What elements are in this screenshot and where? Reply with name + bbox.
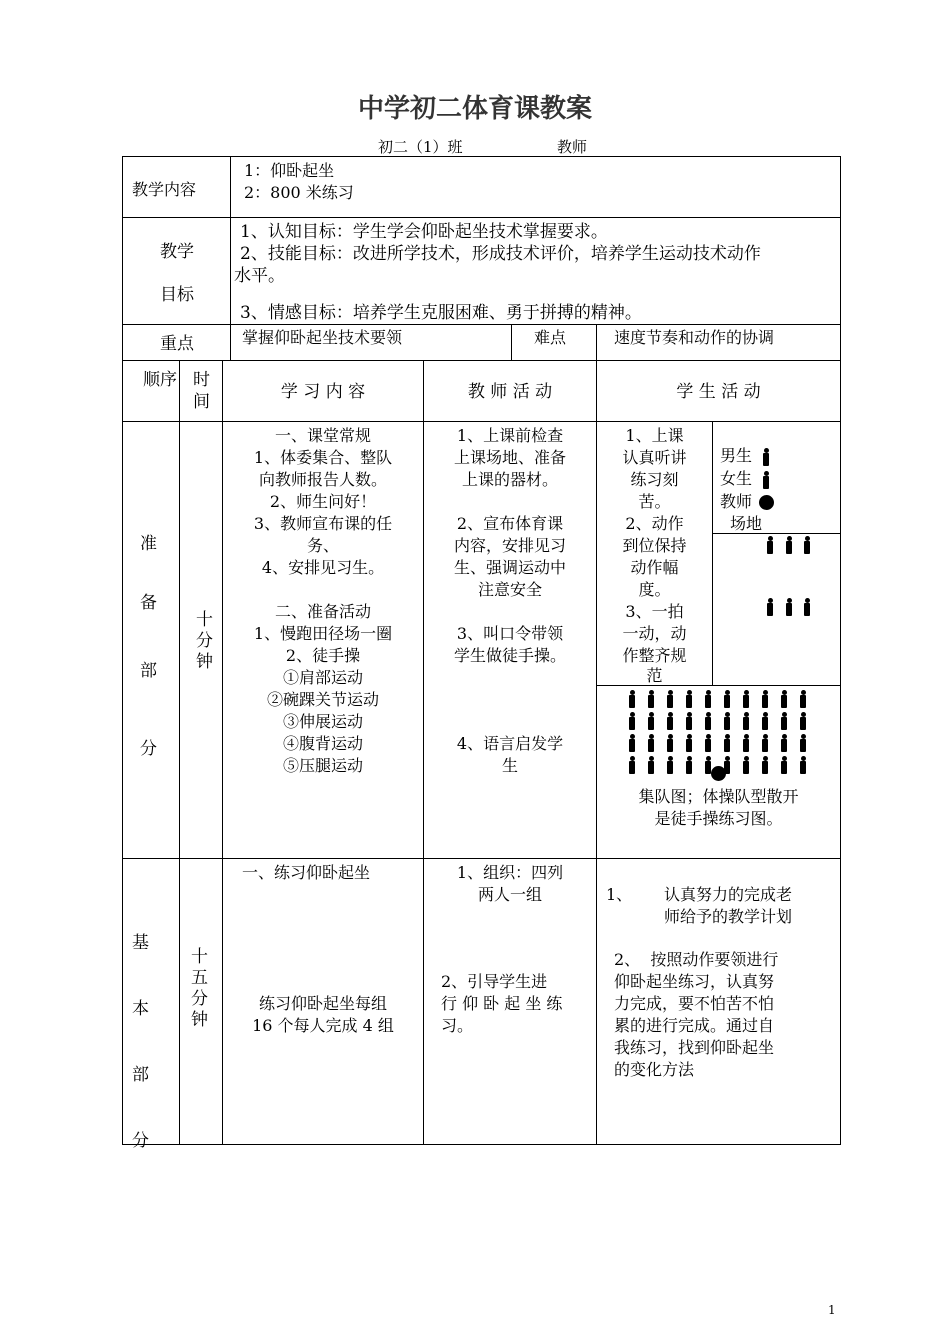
prep-learn-line: 3、教师宣布课的任 — [253, 514, 393, 533]
formation-student-icon — [685, 712, 693, 730]
basic-time-1: 十 — [191, 947, 208, 967]
formation-student-icon — [628, 734, 636, 752]
prep-time-1: 十 — [196, 610, 213, 630]
prep-part-cell — [122, 421, 180, 859]
basic-student-2-line: 的变化方法 — [614, 1060, 695, 1079]
prep-learn-line: ④腹背运动 — [282, 734, 363, 753]
prep-learn-line: 2、徒手操 — [285, 646, 361, 665]
basic-student-2-line: 我练习，找到仰卧起坐 — [614, 1038, 775, 1057]
field-box — [712, 533, 841, 686]
prep-teacher-line: 上课场地、准备 — [453, 448, 566, 467]
formation-student-icon — [742, 690, 750, 708]
prep-student-line: 认真听讲 — [622, 448, 687, 467]
formation-student-icon — [799, 734, 807, 752]
prep-part-4: 分 — [140, 739, 157, 759]
formation-student-icon — [742, 734, 750, 752]
teacher-dot-icon — [759, 495, 774, 510]
content-item-1: 1：仰卧起坐 — [244, 161, 335, 180]
prep-learn-line: 务、 — [306, 536, 339, 555]
basic-part-3: 部 — [132, 1065, 149, 1085]
prep-teacher-line: 生 — [501, 756, 518, 775]
page-title: 中学初二体育课教案 — [357, 94, 592, 124]
prep-student-line: 度。 — [638, 580, 671, 599]
prep-student-line: 一动，动 — [622, 624, 687, 643]
teacher-label: 教师 — [557, 138, 588, 156]
prep-learn-line: 4、安排见习生。 — [261, 558, 385, 577]
prep-part-3: 部 — [140, 661, 157, 681]
prep-teacher-line: 生、强调运动中 — [453, 558, 566, 577]
prep-teacher-line: 学生做徒手操。 — [453, 646, 566, 665]
formation-student-icon — [685, 690, 693, 708]
prep-learn-line: 一、课堂常规 — [274, 426, 371, 445]
formation-student-icon — [666, 756, 674, 774]
prep-learn-line: ③伸展运动 — [282, 712, 363, 731]
basic-teacher-line: 两人一组 — [477, 885, 542, 904]
goal-skill-line2: 水平。 — [234, 266, 285, 286]
formation-student-icon — [685, 756, 693, 774]
formation-student-icon — [761, 712, 769, 730]
prep-student-line: 苦。 — [638, 492, 671, 511]
goals-label-2: 目标 — [160, 285, 194, 305]
difficulty-label: 难点 — [534, 328, 567, 347]
basic-part-2: 本 — [132, 999, 149, 1019]
prep-learn-line: 1、体委集合、整队 — [253, 448, 393, 467]
legend-teacher-label: 教师 — [720, 492, 753, 511]
prep-teacher-line: 4、语言启发学 — [456, 734, 564, 753]
key-value: 掌握仰卧起坐技术要领 — [242, 328, 403, 347]
basic-teacher-line: 2、引导学生进 — [441, 972, 548, 991]
basic-teacher-line: 1、组织：四列 — [456, 863, 564, 882]
prep-learn-line: ⑤压腿运动 — [282, 756, 363, 775]
prep-learn-line: ①肩部运动 — [282, 668, 363, 687]
student-icon — [766, 598, 774, 616]
prep-student-line: 1、上课 — [625, 426, 684, 445]
formation-student-icon — [685, 734, 693, 752]
basic-part-1: 基 — [132, 933, 149, 953]
formation-student-icon — [666, 690, 674, 708]
basic-student-1-line: 师给予的教学计划 — [664, 907, 793, 926]
basic-teacher-line: 习。 — [441, 1016, 474, 1035]
basic-student-1-line: 认真努力的完成老 — [664, 885, 793, 904]
prep-teacher-line: 3、叫口令带领 — [456, 624, 564, 643]
prep-student-line: 到位保持 — [622, 536, 687, 555]
formation-student-icon — [780, 734, 788, 752]
formation-student-icon — [628, 690, 636, 708]
male-student-icon — [762, 448, 770, 466]
basic-time-2: 五 — [191, 968, 208, 988]
basic-teacher-line: 行 仰 卧 起 坐 练 — [441, 994, 563, 1013]
formation-student-icon — [742, 712, 750, 730]
legend-male-label: 男生 — [720, 446, 753, 465]
header-learn: 学 习 内 容 — [280, 382, 366, 402]
basic-student-2-line: 2、 按照动作要领进行 — [614, 950, 779, 969]
formation-student-icon — [742, 756, 750, 774]
prep-student-line: 作整齐规 — [622, 646, 687, 665]
formation-student-icon — [647, 712, 655, 730]
formation-student-icon — [761, 690, 769, 708]
formation-student-icon — [780, 690, 788, 708]
teacher-position-icon — [711, 766, 726, 781]
formation-student-icon — [647, 734, 655, 752]
goals-label-cell — [122, 217, 231, 325]
formation-student-icon — [799, 712, 807, 730]
basic-time-4: 钟 — [191, 1010, 208, 1030]
formation-student-icon — [723, 712, 731, 730]
prep-part-1: 准 — [140, 534, 157, 554]
formation-student-icon — [628, 712, 636, 730]
prep-student-line: 3、一拍 — [625, 602, 684, 621]
prep-learn-line: 二、准备活动 — [274, 602, 371, 621]
prep-student-line: 范 — [646, 666, 663, 685]
prep-teacher-line: 2、宣布体育课 — [456, 514, 564, 533]
prep-student-line: 动作幅 — [630, 558, 679, 577]
formation-caption-1: 集队图；体操队型散开 — [638, 787, 799, 806]
formation-student-icon — [704, 734, 712, 752]
prep-learn-line: 1、慢跑田径场一圈 — [253, 624, 393, 643]
prep-learn-line: 向教师报告人数。 — [258, 470, 387, 489]
basic-student-2-line: 仰卧起坐练习，认真努 — [614, 972, 775, 991]
header-teacher: 教 师 活 动 — [467, 382, 553, 402]
content-label: 教学内容 — [132, 180, 197, 199]
formation-student-icon — [780, 712, 788, 730]
difficulty-value: 速度节奏和动作的协调 — [614, 328, 775, 347]
formation-student-icon — [666, 712, 674, 730]
formation-student-icon — [647, 756, 655, 774]
key-label: 重点 — [160, 334, 194, 354]
basic-student-1-num: 1、 — [606, 885, 633, 904]
formation-student-icon — [666, 734, 674, 752]
formation-student-icon — [799, 756, 807, 774]
basic-learn-title: 一、练习仰卧起坐 — [242, 863, 371, 882]
formation-student-icon — [723, 690, 731, 708]
prep-student-line: 2、动作 — [625, 514, 684, 533]
formation-student-icon — [704, 690, 712, 708]
class-label: 初二（1）班 — [378, 138, 463, 156]
formation-student-icon — [628, 756, 636, 774]
formation-student-icon — [761, 734, 769, 752]
formation-student-icon — [704, 712, 712, 730]
basic-student-2-line: 力完成，要不怕苦不怕 — [614, 994, 775, 1013]
header-time: 时间 — [193, 370, 210, 412]
prep-time-2: 分 — [196, 631, 213, 651]
prep-time-3: 钟 — [196, 652, 213, 672]
prep-teacher-line: 1、上课前检查 — [456, 426, 564, 445]
student-icon — [785, 598, 793, 616]
student-icon — [785, 536, 793, 554]
basic-learn-body-2: 16 个每人完成 4 组 — [252, 1016, 394, 1035]
formation-student-icon — [799, 690, 807, 708]
goal-emotional: 3、情感目标：培养学生克服困难、勇于拼搏的精神。 — [240, 303, 642, 323]
basic-student-2-line: 累的进行完成。通过自 — [614, 1016, 775, 1035]
legend-female-label: 女生 — [720, 469, 753, 488]
prep-learn-line: 2、师生问好！ — [269, 492, 377, 511]
header-student: 学 生 活 动 — [676, 382, 761, 402]
formation-student-icon — [761, 756, 769, 774]
header-order: 顺序 — [143, 370, 177, 390]
content-item-2: 2：800 米练习 — [244, 183, 354, 202]
basic-learn-body-1: 练习仰卧起坐每组 — [258, 994, 387, 1013]
basic-part-cell — [122, 858, 180, 1145]
formation-student-icon — [780, 756, 788, 774]
student-icon — [803, 598, 811, 616]
student-icon — [803, 536, 811, 554]
basic-part-4: 分 — [132, 1131, 149, 1151]
goals-label-1: 教学 — [160, 242, 194, 262]
formation-caption-2: 是徒手操练习图。 — [654, 809, 783, 828]
prep-teacher-line: 注意安全 — [477, 580, 542, 599]
prep-teacher-line: 上课的器材。 — [461, 470, 558, 489]
goal-skill-line1: 2、技能目标：改进所学技术，形成技术评价，培养学生运动技术动作 — [240, 244, 761, 264]
student-icon — [766, 536, 774, 554]
prep-learn-line: ②碗踝关节运动 — [266, 690, 379, 709]
page-number: 1 — [828, 1303, 836, 1317]
basic-time-3: 分 — [191, 989, 208, 1009]
prep-student-line: 练习刻 — [630, 470, 679, 489]
formation-student-icon — [647, 690, 655, 708]
goal-cognitive: 1、认知目标：学生学会仰卧起坐技术掌握要求。 — [240, 222, 608, 242]
legend-field-label: 场地 — [730, 514, 763, 533]
prep-teacher-line: 内容，安排见习 — [453, 536, 566, 555]
formation-student-icon — [723, 734, 731, 752]
female-student-icon — [762, 471, 770, 489]
prep-part-2: 备 — [140, 593, 157, 613]
